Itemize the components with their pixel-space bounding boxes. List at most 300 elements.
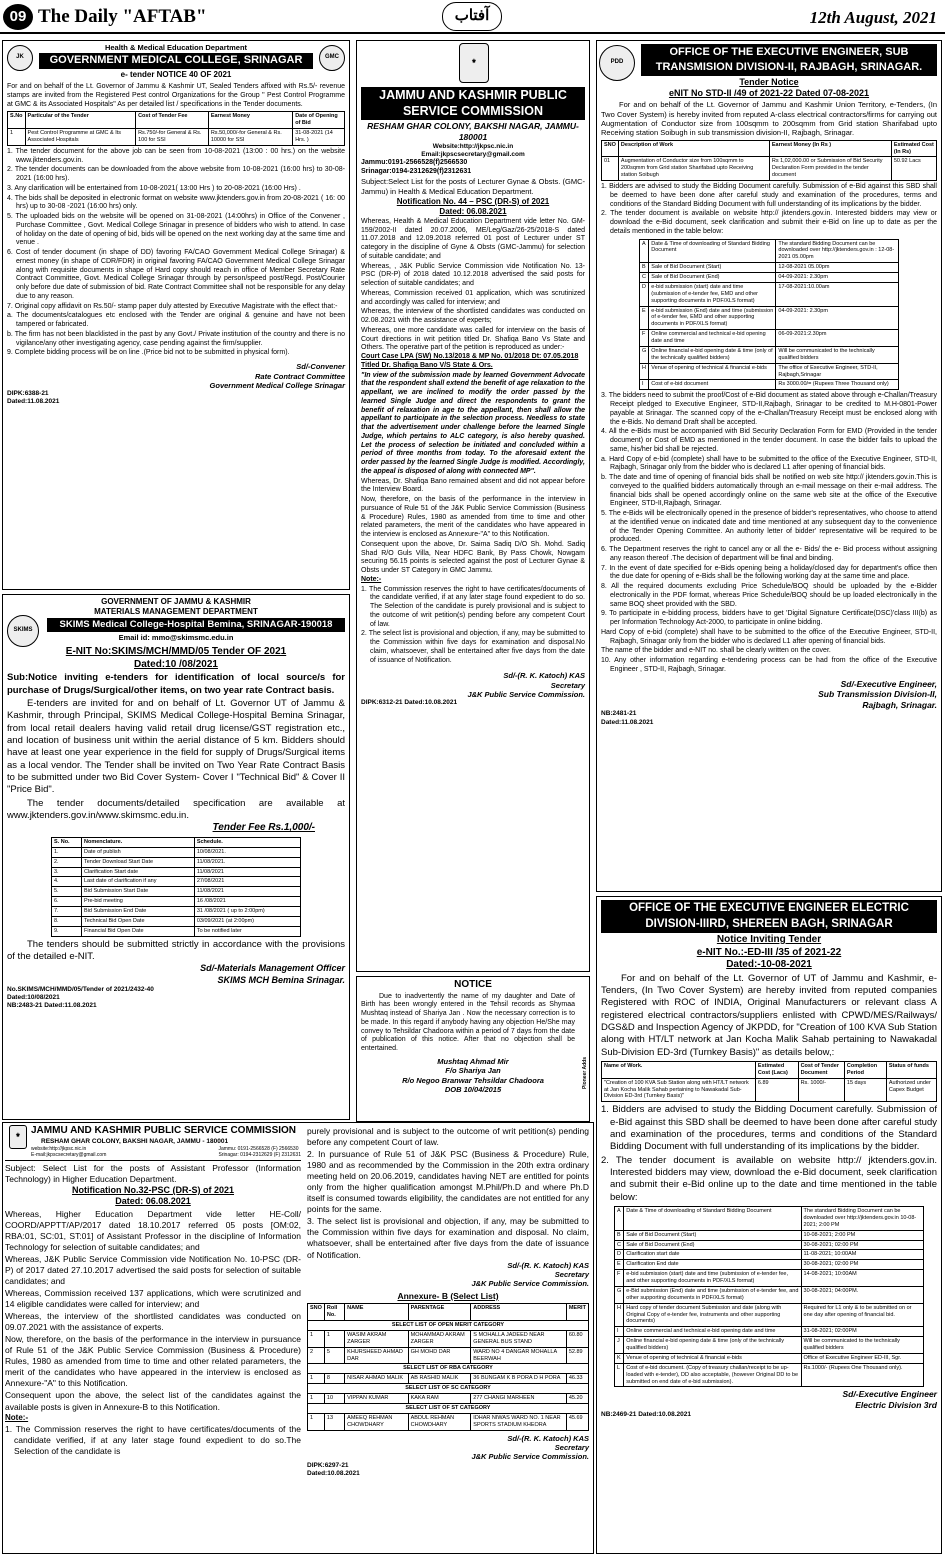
table-cell: 27/08/2021 — [194, 877, 300, 887]
issue-date: 12th August, 2021 — [809, 8, 937, 27]
table-cell: 5. — [52, 887, 82, 897]
psc1-srinagar: Srinagar:0194-2312629(f)2312631 — [361, 167, 472, 175]
table-cell: MOHAMMAD AKRAM ZARGER — [408, 1330, 471, 1347]
table-cell: Online financial e-bid opening date & time (only of the technically qualified bidders) — [624, 1337, 801, 1354]
table-cell: Cost of e-bid document — [649, 380, 776, 390]
shereen-nit: e-NIT No.:-ED-III /35 of 2021-22 — [696, 946, 842, 958]
table-cell: Hard copy of tender document Submission and date (along with Original Copy of e-tender fee, instruments and other supporting documents) — [624, 1303, 801, 1327]
table-cell: 15 days — [844, 1078, 886, 1102]
table-cell: A — [615, 1207, 624, 1231]
table-header: Earnest Money (In Rs ) — [769, 140, 891, 157]
psc2-paragraph: Whereas, Higher Education Department vide letter HE-Coll/ COORD/APPTT/AP/2017 dated 18.10.2017 referred 05 posts [OM:02, RBA:01, SC:01, ST:01] of Assistant Professor in the discipline of Information Technology for selection of suitable candidates; and — [5, 1208, 301, 1252]
psc1-address: RESHAM GHAR COLONY, BAKSHI NAGAR, JAMMU-180001 — [367, 121, 579, 142]
table-cell: Clarification start date — [624, 1250, 801, 1260]
ref-line: Dated:10/08/2021 — [7, 993, 60, 1001]
psc2-jammu: Jammu: 0191-2566528 (F) 2566530 — [218, 1145, 299, 1152]
table-cell: The standard Bidding Document can be downloaded over http://jktenders.gov.in 10-08-2021; 2:00 PM — [801, 1207, 923, 1231]
table-cell: Bid Submission Start Date — [81, 887, 194, 897]
table-cell: 45.69 — [566, 1413, 588, 1430]
rajbagh-heading: Tender Notice — [739, 76, 799, 87]
table-cell: The standard Bidding Document can be downloaded over http://jktenders.gov.in : 12-08-2021 05.00pm — [776, 239, 899, 263]
table-cell: Date & Time of downloading of Standard Bidding Document — [649, 239, 776, 263]
table-row — [615, 1337, 924, 1354]
psc2-note: Note:- — [5, 1412, 29, 1422]
psc1-dated: Dated: 06.08.2021 — [439, 206, 507, 216]
table-cell: Sale of Bid Document (Start) — [649, 263, 776, 273]
psc1-paragraph: Whereas, Dr. Shafiqa Bano remained absent and did not appear before the Interview Board. — [361, 477, 585, 494]
rajbagh-point: 7. In the event of date specified for e-Bids opening being a holiday/closed day for department's office then the due date for opening of e-Bids shall be the following working day at the same time and place. — [601, 564, 937, 581]
table-cell: 36 BUNGAM K B PORA D H PORA — [471, 1374, 567, 1384]
rajbagh-point: 1. Bidders are advised to study the Bidding Document carefully. Submission of e-Bid against this SBD shall be deemed to have been done after careful study and examination of the procedures, terms and conditions of the Standard Bidding Document with full understanding of its implications by the bidder. — [601, 183, 937, 208]
rajbagh-points-2 — [601, 392, 937, 674]
psc1-paragraph: Consequent upon the above, Dr. Saima Sadiq D/O Sh. Mohd. Sadiq Shad R/O Guls Villa, Near HDFC Bank, By Pass Chowk, Nowgam securing 56.15 points is selected against the post of Lecturer Gynae & Obsts under ST Category in GMC Jammu. — [361, 540, 585, 574]
signature-line: Secretary — [550, 680, 585, 690]
table-cell: ABDUL REHMAN CHOWDHARY — [408, 1413, 471, 1430]
table-header: Earnest Money — [208, 112, 292, 129]
ref-line: No.SKIMS/MCH/MMD/05/Tender of 2021/2432-40 — [7, 985, 154, 993]
psc1-body2 — [361, 478, 585, 576]
skims-signature — [7, 963, 345, 986]
table-cell: Rs. 1000/- — [798, 1078, 844, 1102]
signature-line: Sd/-Executive Engineer, — [840, 678, 937, 689]
table-group-row — [308, 1321, 589, 1331]
table-cell: AMEEQ REHMAN CHOWDHARY — [345, 1413, 408, 1430]
gmc-signature — [7, 362, 345, 390]
psc-gynae-notice — [356, 40, 590, 972]
table-header: Status of funds — [886, 1061, 936, 1078]
table-cell: Pre-bid meeting — [81, 897, 194, 907]
signature-line: Sd/-Executive Engineer — [842, 1389, 937, 1400]
shereen-bagh-tender-ad — [596, 896, 942, 1554]
table-cell: 30-08-2021; 02:00 PM — [801, 1240, 923, 1250]
table-row — [640, 282, 899, 306]
table-cell: IDHAR NIWAS WARD NO. 1 NEAR SPORTS STADIUM KHEORA — [471, 1413, 567, 1430]
rajbagh-point: 9. To participate in e-bidding process, bidders have to get 'Digital Signature Certificate(DSC)'class III(b) as per Information Technology Act-2000, to participate in online bidding. — [601, 610, 937, 627]
table-cell: Clarification Start date — [81, 867, 194, 877]
table-cell: Clarification End date — [624, 1260, 801, 1270]
table-cell: Rs 1,02,000.00 or Submission of Bid Security Declaration Form provided in the tender document — [769, 157, 891, 181]
psc2-paragraph: Now, therefore, on the basis of the performance in the interview in pursuance of Rule 51 of the J&K Public Service Commission (Business & Procedure) Rules, 1980 as amended from time to time and other related parameters, the merit of the candidates who have appeared in the interview is enclosed as Annexure-"A" to this Notification. — [5, 1334, 301, 1389]
table-header: Description of Work — [618, 140, 769, 157]
table-cell: L — [615, 1363, 624, 1387]
table-cell: 1 — [308, 1330, 325, 1347]
table-row — [52, 857, 301, 867]
table-cell: e-bid submission (start) date and time (submission of e-tender fee, EMD and other supporting documents in PDF/XLS format) — [649, 282, 776, 306]
page-number: 09 — [3, 4, 33, 30]
table-cell: 4. — [52, 877, 82, 887]
gmc-notice-no: e- tender NOTICE 40 OF 2021 — [120, 70, 232, 80]
table-cell: H — [615, 1303, 624, 1327]
rajbagh-point: The name of the bidder and e-NIT no. shall be clearly written on the cover. — [601, 647, 831, 655]
signature-line: Sd/-Convener — [296, 362, 345, 372]
skims-dated: Dated:10 /08/2021 — [134, 658, 218, 670]
table-cell: C — [640, 273, 649, 283]
table-header: Roll No. — [324, 1304, 344, 1321]
table-cell: 11/08/2021 — [194, 887, 300, 897]
table-cell: AB RASHID MALIK — [408, 1374, 471, 1384]
table-cell: 3. — [52, 867, 82, 877]
table-row — [308, 1413, 589, 1430]
table-cell: 8. — [52, 916, 82, 926]
table-cell: Authorized under Capex Budget — [886, 1078, 936, 1102]
psc2-annex: Annexure- B (Select List) — [397, 1290, 499, 1301]
table-cell: K — [615, 1353, 624, 1363]
table-cell: E — [640, 306, 649, 330]
psc2-paragraph: purely provisional and is subject to the outcome of writ petition(s) pending before any competent Court of law. — [307, 1126, 589, 1148]
ref-line: DIPK:6388-21 — [7, 390, 49, 398]
gmc-point: b. The firm has not been blacklisted in the past by any Govt./ Private institution of the country and there is no vigilance/any other investigating agency, case pending against the firm/supplier. — [7, 330, 345, 347]
psc1-notification: Notification No. 44 – PSC (DR-S) of 2021 — [396, 196, 550, 206]
table-cell: Bid Submission End Date — [81, 907, 194, 917]
table-cell: C — [615, 1240, 624, 1250]
table-cell: 31-08-2021; 02:00PM — [801, 1327, 923, 1337]
shereen-dated: Dated:-10-08-2021 — [726, 959, 812, 971]
psc1-notes — [361, 586, 585, 666]
shereen-signature — [601, 1389, 937, 1410]
table-cell: Online financial e-bid opening date & time (only of the technically qualified bidders) — [649, 346, 776, 363]
psc1-title: JAMMU AND KASHMIR PUBLIC SERVICE COMMISSION — [361, 87, 585, 120]
shereen-heading: Notice Inviting Tender — [716, 934, 822, 946]
table-cell: Sale of Bid Document (End) — [649, 273, 776, 283]
shereen-intro: For and on behalf of the Lt. Governor of UT of Jammu and Kashmir, e-Tenders, (In Two Cover System) are hereby invited from reputed companies Registered with ROC of INDIA, Original Manufacturers or relevant class A registered electrical contractors/suppliers enlisted with CPWD/MES/Railways/ DGS&D and Inspection Agency of JKPDD, for "Creation of 100 KVA Sub Station along with HT/LT network at Jan Kocha Malik Sahab pertaining to Nawakadal Sub-Division ED-3rd (Turnkey Basis)" as details below,: — [601, 972, 937, 1058]
table-cell: WARD NO 4 DANGAR MOHALLA BEERWAH — [471, 1347, 567, 1364]
table-cell: Will be communicated to the technically qualified bidders — [776, 346, 899, 363]
table-header: Completion Period — [844, 1061, 886, 1078]
table-cell: e-bid submission (start) date and time (submission of e-tender fee, and other supporting documents in PDF/XLS format) — [624, 1270, 801, 1287]
gmc-emblem-icon: JK — [7, 45, 33, 71]
psc1-paragraph: Whereas, one more candidate was called for interview on the basis of Court directions in writ petition titled Dr. Shafiqa Bano Vs State and Others. The operative part of the petition is reproduced as under:- — [361, 326, 585, 352]
table-cell: Sale of Bid Document (End) — [624, 1240, 801, 1250]
skims-docs: The tender documents/detailed specification are available at www.jktenders.gov.in/www.skimsmc.edu.in. — [7, 797, 345, 822]
table-cell: G — [615, 1286, 624, 1303]
rajbagh-tender-ad — [596, 40, 942, 892]
table-row — [602, 157, 937, 181]
notice-signature — [361, 1057, 585, 1095]
table-cell: 03/09/2021 (at 2:00pm) — [194, 916, 300, 926]
table-cell: 13 — [324, 1413, 344, 1430]
rajbagh-point: 6. The Department reserves the right to cancel any or all the e- Bids/ the e- Bid process without assigning any reason thereof .The decision of department will be final and binding. — [601, 546, 937, 562]
table-row — [8, 129, 345, 146]
rajbagh-point: 2. The tender document is available on website http:// jktenders.gov.in. Interested bidders may view or download the e-Bid document, seek clarification and submit their e-Bid on line up to date as per the details mentioned in the table below: — [601, 210, 937, 235]
table-cell: e-Bid submission (End) date and time (submission of e-tender fee, and other supporting documents in PDF/XLS format) — [624, 1286, 801, 1303]
signature-line: Sd/-(R. K. Katoch) KAS — [503, 671, 585, 681]
table-cell: Online commercial and technical e-bid opening date and time — [649, 330, 776, 347]
table-row — [615, 1250, 924, 1260]
table-cell: 11/08/2021. — [194, 857, 300, 867]
skims-title: SKIMS Medical College-Hospital Bemina, SRINAGAR-190018 — [47, 618, 345, 632]
table-row — [602, 1078, 937, 1102]
table-row — [52, 847, 301, 857]
table-header: SNO — [308, 1304, 325, 1321]
psc1-web: Website:http://jkpsc.nic.in — [432, 142, 514, 150]
table-cell: 60.80 — [566, 1330, 588, 1347]
table-group-label: SELECT LIST OF SC CATEGORY — [308, 1384, 589, 1394]
psc1-paragraph: Now, therefore, on the basis of the performance in the interview in pursuance of Rule 51 of the J&K Public Service Commission (Business & Procedure) Rules, 1980 as amended from time to time and other related parameters, the merit of the candidates who have appeared in the interview is enclosed as Annexure-"A" to this Notification. — [361, 496, 585, 538]
ashoka-emblem-icon: ⚜ — [459, 43, 489, 83]
table-cell: H — [640, 363, 649, 380]
table-cell: 6.89 — [755, 1078, 798, 1102]
table-cell: 50.92 Lacs — [891, 157, 936, 181]
psc2-paragraph: Whereas, J&K Public Service Commission vide Notification No. 10-PSC (DR-P) of 2017 dated 27.10.2017 advertised the said posts for selection of suitable candidates; and — [5, 1253, 301, 1286]
rajbagh-title: OFFICE OF THE EXECUTIVE ENGINEER, SUB TRANSMISION DIVISION-II, RAJBAGH, SRINAGAR. — [641, 44, 937, 76]
gmc-ref — [7, 390, 345, 406]
table-cell: 17-08-2021:10.00am — [776, 282, 899, 306]
rajbagh-schedule-table — [639, 239, 899, 391]
psc2-dated: Dated: 06.08.2021 — [115, 1196, 191, 1207]
gmc-points — [7, 148, 345, 358]
table-row — [615, 1260, 924, 1270]
table-cell: Cost of e-bid document. (Copy of treasury challan/receipt to be up-loaded with e-tender), DD also acceptable, (however Original DD to be submitted on end date of e-bid submission). — [624, 1363, 801, 1387]
table-cell: 16 /08/2021 — [194, 897, 300, 907]
skims-body: E-tenders are invited for and on behalf of Lt. Governor UT of Jammu & Kashmir, through Principal, SKIMS Medical College-Hospital Bemina Srinagar, from local retail dealers having valid retail drug license/GST registration etc., and location of business unit within the aerial distance of 5 km. Bidders should have at least one year experience in the field for supply of Drugs/Surgical items as a local vendor. The Tender shall be invited on Two Year Rate Contract Basis to be submitted under two Bid Cover System- Cover I "Technical Bid" & Cover II "Price Bid". — [7, 697, 345, 796]
table-cell: 31 /08/2021 ( up to 2:00pm) — [194, 907, 300, 917]
table-cell: 30-08-2021; 02:00 PM — [801, 1260, 923, 1270]
psc1-paragraph: Whereas, Commission received 01 application, which was scrutinized and accordingly was called for interview; and — [361, 289, 585, 306]
table-row — [52, 867, 301, 877]
table-cell: 1 — [324, 1330, 344, 1347]
table-cell: D — [615, 1250, 624, 1260]
skims-tender-ad — [2, 594, 350, 1120]
table-cell: 12-08-2021 05.00pm — [776, 263, 899, 273]
shereen-ref: NB:2469-21 Dated:10.08.2021 — [601, 1410, 691, 1418]
table-cell: F — [640, 330, 649, 347]
skims-dept2: MATERIALS MANAGEMENT DEPARTMENT — [94, 607, 258, 616]
signature-line: J&K Public Service Commission. — [467, 690, 585, 699]
table-cell: B — [615, 1230, 624, 1240]
table-cell: 7. — [52, 907, 82, 917]
table-cell: S MOHALLA JADEED NEAR GENERAL BUS STAND — [471, 1330, 567, 1347]
table-row — [308, 1330, 589, 1347]
table-header: Cost of Tender Fee — [136, 112, 209, 129]
table-cell: 2 — [308, 1347, 325, 1364]
rajbagh-point: 5. The e-Bids will be electronically opened in the presence of bidder's representatives, who choose to attend at the identified venue on indicated date and time mentioned at any subsequent day to the convenience of the Tender Opening Committee. An authority letter of bidder' representative will be required to be produced. — [601, 510, 937, 544]
table-cell: 1 — [8, 129, 26, 146]
table-cell: G — [640, 346, 649, 363]
table-cell: Financial Bid Open Date — [81, 926, 194, 936]
rajbagh-intro: For and on behalf of the Lt. Governor of Jammu and Kashmir Union Territory, e-Tenders, (In Two Cover System) is hereby invited from reputed A-class electrical contractors/firms for carrying out Augmentation of Conductor size from 100sqmm to 200sqmm from Grid station Sharifabad upto Receiving station Soibugh in sub transmission division-II, Rajbagh, Srinagar. — [601, 100, 937, 138]
table-header: Estimated Cost (In Rs) — [891, 140, 936, 157]
rajbagh-point: 8. All the required documents excluding Price Schedule/BOQ should be uploaded by the e-Bidder electronically in the PDF format, whereas Price Schedule/BOQ should be up loaded electronically in the same BOQ sheet provided with the SBD. — [601, 583, 937, 608]
table-cell: "Creation of 100 KVA Sub Station along with HT/LT network at Jan Kocha Malik Sahab pertaining to Nawakadal Sub-Division ED-3rd (Turnkey Basis)" — [602, 1078, 756, 1102]
skims-table — [51, 837, 301, 937]
shereen-point: 2. The tender document is available on website http:// jktenders.gov.in. Interested bidders may view, download the e-Bid document, seek clarification and submit their e-Bid online up to the date and time mentioned in the table below: — [601, 1154, 937, 1203]
table-cell: 46.33 — [566, 1374, 588, 1384]
signature-line: SKIMS MCH Bemina Srinagar. — [217, 974, 345, 985]
table-cell: 11/08/2021 — [194, 867, 300, 877]
table-cell: 06-09-2021:2.30pm — [776, 330, 899, 347]
psc1-court: Court Case LPA (SW) No.13/2018 & MP No. 01/2018 Dt: 07.05.2018 Titled Dr. Shafiqa Bano V/S State & Ors. — [361, 353, 579, 369]
gmc-point: 4. The bids shall be deposited in electronic format on website www.jktenders.gov.in from 20-08-2021 ( 16: 00 hrs) up to 30-08 -2021 (16:00 hrs) only. — [7, 194, 345, 211]
skims-closing: The tenders should be submitted strictly in accordance with the provisions of the detailed e-NIT. — [7, 938, 345, 962]
ref-line: NB:2483-21 Dated:11.08.2021 — [7, 1002, 97, 1010]
psc2-signature-1 — [307, 1261, 589, 1289]
table-cell: Technical Bid Open Date — [81, 916, 194, 926]
ref-line: Dated:11.08.2021 — [601, 718, 654, 726]
table-cell: 2. — [52, 857, 82, 867]
gmc-point: 5. The uploaded bids on the website will be opened on 31-08-2021 (14:00hrs) in Office of the Convener , Purchase Committee , Govt. Medical College Srinagar in presence of bidders who wish to attend. In case of holiday on the date of opening of bid, bids will be opened on the next working day at the same time and venue . — [7, 213, 345, 247]
psc1-signature — [361, 671, 585, 699]
table-cell: 31-08-2021 (14 Hrs. ) — [293, 129, 345, 146]
table-group-label: SELECT LIST OF OPEN MERIT CATEGORY — [308, 1321, 589, 1331]
table-cell: Office of Executive Engineer ED-III, Sgr. — [801, 1353, 923, 1363]
table-cell: J — [615, 1337, 624, 1354]
table-row — [52, 877, 301, 887]
skims-logo-icon: SKIMS — [7, 615, 39, 647]
table-group-label: SELECT LIST OF RBA CATEGORY — [308, 1364, 589, 1374]
table-cell: 1 — [308, 1394, 325, 1404]
gmc-college-logo-icon: GMC — [319, 45, 345, 71]
psc2-subject: Subject: Select List for the posts of Assistant Professor (Information Technology) in Higher Education Department. — [5, 1163, 301, 1185]
psc2-address: RESHAM GHAR COLONY, BAKSHI NAGAR, JAMMU - 180001 — [41, 1137, 229, 1145]
table-cell: 01 — [602, 157, 619, 181]
table-cell: E — [615, 1260, 624, 1270]
table-cell: Date of publish — [81, 847, 194, 857]
rajbagh-nit: eNIT No STD-II /49 of 2021-22 Dated 07-08-2021 — [668, 87, 870, 98]
shereen-title: OFFICE OF THE EXECUTIVE ENGINEER ELECTRIC DIVISION-IIIRD, SHEREEN BAGH, SRINAGAR — [601, 900, 937, 933]
rajbagh-signature — [601, 679, 937, 711]
psc2-emblem-icon: ⚜ — [9, 1125, 27, 1149]
table-cell: 10 — [324, 1394, 344, 1404]
signature-line: Rate Contract Committee — [254, 371, 345, 381]
table-cell: e-bid submission (End) date and time (submission of e-tender fee, EMD and other supporting documents in PDF/XLS format) — [649, 306, 776, 330]
signature-line: J&K Public Service Commission. — [471, 1452, 589, 1462]
table-cell: 1 — [308, 1374, 325, 1384]
table-cell: Rs 3000.00/= (Rupees Three Thousand only) — [776, 380, 899, 390]
signature-line: Electric Division 3rd — [855, 1400, 937, 1411]
skims-fee: Tender Fee Rs.1,000/- — [212, 822, 315, 834]
table-group-row — [308, 1364, 589, 1374]
aftab-logo: آفتاب — [442, 2, 502, 31]
skims-subject: Sub:Notice inviting e-tenders for identification of local source/s for purchase of Drugs/Surgical/other items, on two year rate Contract basis. — [7, 672, 345, 696]
table-cell: 30-08-2021; 04:00PM. — [801, 1286, 923, 1303]
table-row — [615, 1363, 924, 1387]
table-row — [615, 1240, 924, 1250]
table-row — [52, 897, 301, 907]
table-header: Cost of Tender Document — [798, 1061, 844, 1078]
table-header: MERIT — [566, 1304, 588, 1321]
signature-line: Government Medical College Srinagar — [209, 380, 345, 390]
psc2-title: JAMMU AND KASHMIR PUBLIC SERVICE COMMISSION — [31, 1125, 297, 1136]
table-cell: Required for L1 only & to be submitted on or one day after opening of financial bid. — [801, 1303, 923, 1327]
table-header: Schedule. — [194, 837, 300, 847]
table-cell: VIPPAN KUMAR — [345, 1394, 408, 1404]
table-row — [308, 1347, 589, 1364]
notice-body: Due to inadvertently the name of my daughter and Date of Birth has been wrongly entered in the Tehsil records as Shymaa Mushtaq instead of Shariya Jan . Now the necessary correction is to be made. In this regard if anybody having any objection He/She may convey to Tehsildar Chadoora within a period of 7 days from the date of publication of this notice. After that no objection shall be entertained. — [361, 992, 575, 1052]
signature-line: R/o Negoo Branwar Tehsildar Chadoora — [402, 1075, 544, 1085]
signature-line: Sub Transmission Division-II, — [818, 689, 937, 700]
table-cell: Online commercial and technical e-bid opening date and time — [624, 1327, 801, 1337]
table-cell: Augmentation of Conductor size from 100sqmm to 200sqmm from Grid station Sharifabad upto Receiving station Soibugh — [618, 157, 769, 181]
table-cell: 04-09-2021: 2.30pm — [776, 306, 899, 330]
table-header: Name of Work. — [602, 1061, 756, 1078]
table-cell: 6. — [52, 897, 82, 907]
rajbagh-ref — [601, 710, 937, 726]
table-row — [615, 1303, 924, 1327]
signature-line: Sd/-(R. K. Katoch) KAS — [507, 1433, 589, 1443]
table-cell: I — [640, 380, 649, 390]
table-group-row — [308, 1384, 589, 1394]
rajbagh-table — [601, 140, 937, 181]
rajbagh-point: a. Hard Copy of e-bid (complete) shall have to be submitted to the office of the Executive Engineer, STD-II, Rajbagh, Srinagar only from the bidder who is declared L1 after opening of financial bids. — [601, 455, 937, 472]
gmc-table — [7, 111, 345, 146]
ref-line: NB:2481-21 — [601, 710, 637, 718]
psc1-ref: DIPK:6312-21 Dated:10.08.2021 — [361, 699, 458, 707]
skims-email: Email id: mmo@skimsmc.edu.in — [118, 632, 234, 642]
rajbagh-points-1 — [601, 183, 937, 237]
table-row — [640, 263, 899, 273]
table-row — [640, 380, 899, 390]
rajbagh-point: b. The date and time of opening of financial bids shall be notified on web site http:// jktenders.gov.in.This is conveyed to the qualified bidders automatically through an e-mail message on their e-mail address. The financial bids shall be opened accordingly online on the same web site at the office of the Executive Engineer, STD-II,Rajbagh, Srinagar. — [601, 474, 937, 508]
gmc-point: 7. Original copy affidavit on Rs.50/- stamp paper duly attested by Executive Magistrate with the effect that:- — [7, 302, 338, 310]
table-row — [640, 363, 899, 380]
table-cell: GH MOHD DAR — [408, 1347, 471, 1364]
table-header: Nomenclature. — [81, 837, 194, 847]
psc1-paragraph: Whereas, , J&K Public Service Commission vide Notification No. 13-PSC (DR-P) of 2018 dated 10.12.2018 advertised the said posts for selection of suitable candidates; and — [361, 262, 585, 287]
notice-title: NOTICE — [454, 979, 492, 990]
psc2-paragraph: 2. In pursuance of Rule 51 of J&K PSC (Business & Procedure) Rule, 1980 and as recommended by the Commission in the 20th extra ordinary meeting held on 20.06.2019, candidates having NET are entitled for points only from the higher qualification amongst M.Phil/Ph.D and where Ph.D itself is consumed towards eligibility, the candidates are not entitled for any points for the same. — [307, 1149, 589, 1215]
masthead — [0, 0, 945, 34]
gmc-tender-ad — [2, 40, 350, 590]
psc1-paragraph: Whereas, the interview of the shortlisted candidates was conducted on 02.08.2021 with the assistance of experts; — [361, 308, 585, 324]
table-cell: Last date of clarification if any — [81, 877, 194, 887]
psc2-email: E-mail:jkpscsecretary@gmail.com — [31, 1151, 107, 1158]
shereen-schedule-table — [614, 1206, 924, 1387]
psc1-email: Email:jkpscsecretary@gmail.com — [421, 150, 525, 158]
psc2-paragraph: 3. The select list is provisional and objection, if any, may be submitted to the Commission within five days for examination and disposal. No claim, whatsoever, shall be entertained after five days from the date of issuance of Notification. — [307, 1216, 589, 1260]
gmc-point: 3. Any clarification will be entertained from 10-08-2021( 13:00 Hrs ) to 20-08-2021 (16:00 Hrs) . — [7, 184, 301, 192]
psc2-paragraph: Whereas, the interview of the shortlisted candidates was conducted on 09.07.2021 with the assistance of experts. — [5, 1311, 301, 1333]
ref-line: Dated:10.08.2021 — [307, 1469, 360, 1477]
psc2-notification: Notification No.32-PSC (DR-S) of 2021 — [71, 1185, 235, 1196]
psc2-select-table — [307, 1303, 589, 1430]
table-cell: 10-08-2021; 2:00 PM — [801, 1230, 923, 1240]
table-row — [308, 1374, 589, 1384]
signature-line: Mushtaq Ahmad Mir — [437, 1056, 509, 1066]
table-row — [52, 907, 301, 917]
psc1-note-item: 1. The Commission reserves the right to have certificates/documents of the candidate verified, if at any later stage found expedient to do so. The Selection of the candidate is purely provisional and is subject to the outcome of writ petition(s) pending before any competent Court of law. — [361, 585, 585, 628]
table-cell: Tender Download Start Date — [81, 857, 194, 867]
table-cell: To be notified later — [194, 926, 300, 936]
table-header: Particular of the Tender — [25, 112, 136, 129]
table-header: NAME — [345, 1304, 408, 1321]
table-row — [615, 1270, 924, 1287]
table-cell: 277 CHANGI MARHEEN — [471, 1394, 567, 1404]
psc2-web: website:http://jkpsc.nic.in — [31, 1145, 87, 1152]
table-cell: 14-08-2021; 10:00AM — [801, 1270, 923, 1287]
table-cell: Rs.750/-for General & Rs. 100 for SSI — [136, 129, 209, 146]
psc2-ref — [307, 1462, 589, 1478]
table-row — [52, 916, 301, 926]
psc2-note-item: 1. The Commission reserves the right to have certificates/documents of the candidate verified, if at any later stage found expedient to do so.The Selection of the candidate is — [5, 1423, 301, 1456]
gmc-dept: Health & Medical Education Department — [104, 43, 248, 52]
table-row — [52, 926, 301, 936]
skims-dept1: GOVERNMENT OF JAMMU & KASHMIR — [101, 597, 251, 606]
psc1-subject: Subject:Select List for the posts of Lecturer Gynae & Obsts. (GMC-Jammu) in Health & Medical Education Department. — [361, 177, 585, 196]
table-cell: Sale of Bid Document (Start) — [624, 1230, 801, 1240]
gmc-point: 6. Cost of tender document (in shape of DD) favoring FA/CAO Government Medical College Srinagar) & ernest money (in shape of CDR/FDR) in original favoring FA/CAO Government Medical College Srinagar along with requisite documents in shape of Hard copy should reach in office of Member Secretary Rate Contract Committee, Govt. Medical College Srinagar through by person/speed post/Regd. Post/Courier only before due date of submission of bid. Rate Contract Committee shall not be responsible for any delay due to any reason. — [7, 249, 345, 300]
table-cell: 10/08/2021. — [194, 847, 300, 857]
table-cell: Venue of opening of technical & financial e-bids — [649, 363, 776, 380]
psc-assistant-professor-notice — [2, 1122, 594, 1554]
gmc-point: 2. The tender documents can be downloaded from the above website from 10-08-2021 (16:00 hrs) to 30-08-2021 (16:00 hrs). — [7, 166, 345, 183]
table-cell: 52.89 — [566, 1347, 588, 1364]
psc2-signature-2 — [307, 1434, 589, 1462]
table-cell: KAKA RAM — [408, 1394, 471, 1404]
table-row — [615, 1327, 924, 1337]
table-cell: B — [640, 263, 649, 273]
table-cell: Date & Time of downloading of Standard Bidding Document — [624, 1207, 801, 1231]
table-row — [640, 330, 899, 347]
